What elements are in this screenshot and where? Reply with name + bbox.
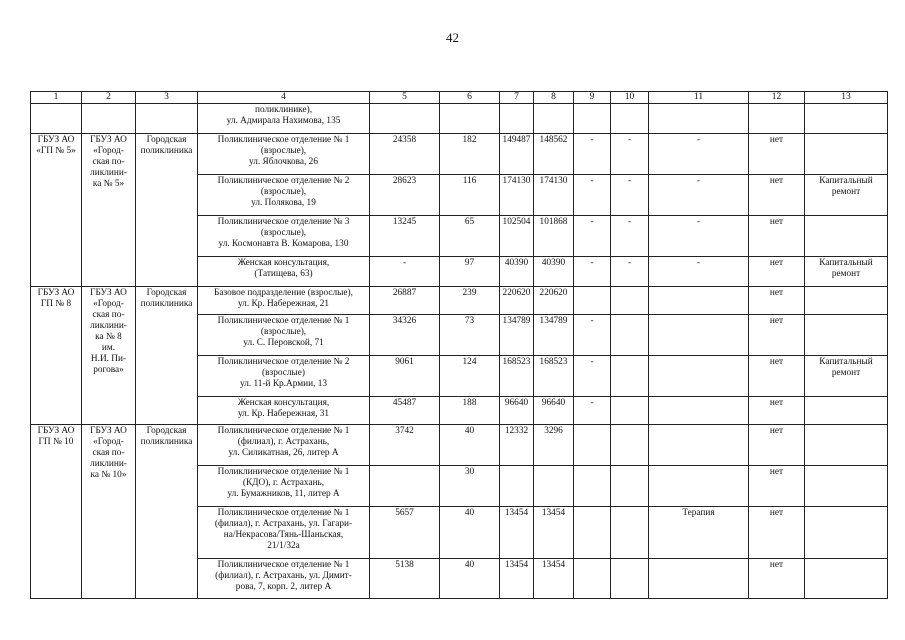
cell-8: 3296 — [534, 425, 574, 466]
cell-5: - — [370, 257, 440, 287]
cell-code-line: ГБУЗ АО — [37, 288, 75, 298]
cell-type — [136, 104, 198, 134]
cell-6: 239 — [440, 287, 500, 315]
cell-6 — [440, 104, 500, 134]
page-number: 42 — [446, 30, 459, 45]
address-line: 21/1/32а — [267, 541, 300, 551]
cell-12: нет — [749, 559, 805, 599]
cell-7: 134789 — [500, 315, 534, 356]
cell-11 — [649, 559, 749, 599]
cell-9 — [574, 466, 611, 507]
note-line: ремонт — [831, 187, 861, 197]
address-line: (взрослые) — [262, 368, 305, 378]
cell-7: 102504 — [500, 216, 534, 257]
cell-name-line: ГБУЗ АО — [90, 288, 127, 298]
cell-13 — [805, 134, 888, 175]
cell-13 — [805, 104, 888, 134]
cell-5: 28623 — [370, 175, 440, 216]
address-line: (взрослые), — [260, 187, 307, 197]
cell-name-line: ская по- — [92, 157, 125, 167]
cell-6: 30 — [440, 466, 500, 507]
cell-7 — [500, 466, 534, 507]
cell-6: 97 — [440, 257, 500, 287]
cell-type-line: поликлиника — [140, 299, 193, 309]
address-line: Поликлиническое отделение № 1 — [217, 316, 350, 326]
address-line: поликлинике), — [254, 105, 313, 115]
cell-11: Терапия — [649, 507, 749, 559]
cell-address — [198, 356, 370, 397]
cell-12: нет — [749, 425, 805, 466]
cell-9 — [574, 507, 611, 559]
address-line: Поликлиническое отделение № 1 — [217, 560, 350, 570]
column-number: 12 — [749, 92, 805, 104]
cell-13 — [805, 216, 888, 257]
cell-code-line: ГП № 10 — [38, 437, 74, 447]
cell-10 — [611, 287, 649, 315]
cell-name-line: ская по- — [92, 310, 125, 320]
address-line: ул. С. Перовской, 71 — [243, 338, 324, 348]
cell-11: - — [649, 175, 749, 216]
cell-name — [82, 134, 136, 287]
cell-10 — [611, 507, 649, 559]
cell-6: 40 — [440, 425, 500, 466]
cell-address — [198, 216, 370, 257]
cell-code-line: «ГП № 5» — [36, 146, 76, 156]
cell-10: - — [611, 257, 649, 287]
cell-address — [198, 257, 370, 287]
cell-12: нет — [749, 216, 805, 257]
cell-address — [198, 507, 370, 559]
address-line: (филиал), г. Астрахань, ул. Димит- — [215, 571, 352, 581]
cell-8: 220620 — [534, 287, 574, 315]
address-line: Поликлиническое отделение № 2 — [217, 176, 350, 186]
column-number: 13 — [805, 92, 888, 104]
address-line: ул. Полякова, 19 — [251, 198, 316, 208]
cell-10: - — [611, 134, 649, 175]
cell-10 — [611, 315, 649, 356]
cell-name-line: «Город- — [93, 146, 124, 156]
cell-7: 13454 — [500, 507, 534, 559]
cell-8: 134789 — [534, 315, 574, 356]
cell-name — [82, 425, 136, 599]
cell-9 — [574, 425, 611, 466]
cell-9 — [574, 559, 611, 599]
cell-11 — [649, 397, 749, 425]
cell-11 — [649, 466, 749, 507]
address-line: ул. Бумажников, 11, литер А — [227, 489, 340, 499]
cell-8: 40390 — [534, 257, 574, 287]
cell-name-line: ГБУЗ АО — [90, 426, 127, 436]
column-number: 6 — [440, 92, 500, 104]
cell-10 — [611, 559, 649, 599]
cell-12 — [749, 104, 805, 134]
cell-9: - — [574, 175, 611, 216]
cell-6: 65 — [440, 216, 500, 257]
cell-type-line: Городская — [146, 426, 187, 436]
cell-name-line: ГБУЗ АО — [90, 135, 127, 145]
cell-name-line: ликлини- — [90, 168, 127, 178]
cell-type — [136, 425, 198, 599]
cell-11 — [649, 356, 749, 397]
cell-address — [198, 175, 370, 216]
address-line: (Татищева, 63) — [254, 269, 313, 279]
cell-code — [31, 134, 82, 287]
cell-6: 182 — [440, 134, 500, 175]
cell-code-line: ГБУЗ АО — [37, 135, 75, 145]
address-line: (КДО), г. Астрахань, — [242, 478, 325, 488]
cell-code-line: ГБУЗ АО — [37, 426, 75, 436]
cell-5: 9061 — [370, 356, 440, 397]
cell-10 — [611, 104, 649, 134]
cell-9: - — [574, 356, 611, 397]
table-row — [31, 287, 888, 315]
cell-5: 13245 — [370, 216, 440, 257]
table-body — [31, 92, 888, 599]
cell-9: - — [574, 397, 611, 425]
cell-7: 13454 — [500, 559, 534, 599]
cell-5: 5138 — [370, 559, 440, 599]
cell-8 — [534, 466, 574, 507]
cell-name-line: ская по- — [92, 448, 125, 458]
cell-name — [82, 104, 136, 134]
cell-name-line: «Город- — [93, 437, 124, 447]
address-line: Женская консультация, — [237, 398, 330, 408]
cell-13 — [805, 315, 888, 356]
cell-5 — [370, 104, 440, 134]
cell-type-line: Городская — [146, 288, 187, 298]
cell-name-line: рогова» — [93, 365, 124, 375]
cell-11: - — [649, 257, 749, 287]
cell-11 — [649, 287, 749, 315]
cell-5: 5657 — [370, 507, 440, 559]
cell-12: нет — [749, 356, 805, 397]
cell-9: - — [574, 216, 611, 257]
address-line: Женская консультация, — [237, 258, 330, 268]
cell-6: 188 — [440, 397, 500, 425]
cell-10 — [611, 356, 649, 397]
cell-address — [198, 466, 370, 507]
address-line: Поликлиническое отделение № 3 — [217, 217, 350, 227]
cell-8: 96640 — [534, 397, 574, 425]
cell-type — [136, 287, 198, 425]
cell-12: нет — [749, 257, 805, 287]
address-line: Базовое подразделение (взрослые), — [214, 288, 353, 298]
cell-6: 40 — [440, 559, 500, 599]
cell-6: 116 — [440, 175, 500, 216]
address-line: рова, 7, корп. 2, литер А — [235, 582, 332, 592]
cell-12: нет — [749, 175, 805, 216]
cell-9: - — [574, 315, 611, 356]
cell-name-line: Н.И. Пи- — [90, 354, 127, 364]
cell-7: 40390 — [500, 257, 534, 287]
column-number: 9 — [574, 92, 611, 104]
cell-7: 12332 — [500, 425, 534, 466]
continuation-row — [31, 104, 888, 134]
cell-name-line: ка № 8 — [95, 332, 122, 342]
cell-type-line: Городская — [146, 135, 187, 145]
cell-11 — [649, 425, 749, 466]
column-number: 1 — [31, 92, 82, 104]
cell-name-line: «Город- — [93, 299, 124, 309]
cell-12: нет — [749, 287, 805, 315]
cell-8: 13454 — [534, 559, 574, 599]
facilities-table — [30, 91, 888, 599]
cell-address — [198, 134, 370, 175]
cell-address — [198, 315, 370, 356]
cell-5: 45487 — [370, 397, 440, 425]
cell-11: - — [649, 216, 749, 257]
cell-8 — [534, 104, 574, 134]
cell-address — [198, 287, 370, 315]
cell-name-line: ка № 10» — [90, 470, 127, 480]
address-line: ул. Кр. Набережная, 21 — [237, 299, 330, 309]
cell-type — [136, 134, 198, 287]
cell-5: 24358 — [370, 134, 440, 175]
cell-12: нет — [749, 507, 805, 559]
cell-8: 101868 — [534, 216, 574, 257]
address-line: (взрослые), — [260, 146, 307, 156]
cell-type-line: поликлиника — [140, 437, 193, 447]
table-row — [31, 425, 888, 466]
cell-5: 3742 — [370, 425, 440, 466]
cell-11 — [649, 104, 749, 134]
cell-name — [82, 287, 136, 425]
cell-7: 96640 — [500, 397, 534, 425]
column-number-row — [31, 92, 888, 104]
address-line: Поликлиническое отделение № 1 — [217, 508, 350, 518]
cell-8: 148562 — [534, 134, 574, 175]
cell-address — [198, 559, 370, 599]
cell-6: 124 — [440, 356, 500, 397]
table-row — [31, 134, 888, 175]
cell-name-line: ка № 5» — [92, 179, 125, 189]
address-line: Поликлиническое отделение № 1 — [217, 135, 350, 145]
cell-code — [31, 104, 82, 134]
cell-12: нет — [749, 134, 805, 175]
cell-7: 174130 — [500, 175, 534, 216]
address-line: на/Некрасова/Тянь-Шаньская, — [223, 530, 344, 540]
address-line: ул. 11-й Кр.Армии, 13 — [239, 379, 328, 389]
cell-5: 26887 — [370, 287, 440, 315]
cell-10 — [611, 397, 649, 425]
cell-13 — [805, 559, 888, 599]
cell-name-line: ликлини- — [90, 459, 127, 469]
cell-10 — [611, 425, 649, 466]
address-line: ул. Кр. Набережная, 31 — [237, 409, 330, 419]
cell-6: 73 — [440, 315, 500, 356]
address-line: (взрослые), — [260, 228, 307, 238]
note-line: Капитальный — [819, 176, 873, 186]
cell-8: 168523 — [534, 356, 574, 397]
column-number: 11 — [649, 92, 749, 104]
cell-9: - — [574, 134, 611, 175]
cell-10: - — [611, 175, 649, 216]
cell-type-line: поликлиника — [140, 146, 193, 156]
address-line: ул. Силикатная, 26, литер А — [228, 448, 339, 458]
column-number: 10 — [611, 92, 649, 104]
address-line: Поликлиническое отделение № 1 — [217, 426, 350, 436]
note-line: Капитальный — [819, 258, 873, 268]
cell-13 — [805, 287, 888, 315]
address-line: ул. Яблочкова, 26 — [249, 157, 318, 167]
cell-7: 168523 — [500, 356, 534, 397]
cell-8: 174130 — [534, 175, 574, 216]
column-number: 7 — [500, 92, 534, 104]
cell-13 — [805, 257, 888, 287]
address-line: ул. Адмирала Нахимова, 135 — [226, 116, 341, 126]
column-number: 5 — [370, 92, 440, 104]
cell-13 — [805, 466, 888, 507]
cell-7: 220620 — [500, 287, 534, 315]
address-line: Поликлиническое отделение № 1 — [217, 467, 350, 477]
note-line: ремонт — [831, 269, 861, 279]
note-line: Капитальный — [819, 357, 873, 367]
cell-9: - — [574, 257, 611, 287]
cell-12: нет — [749, 466, 805, 507]
column-number: 2 — [82, 92, 136, 104]
cell-address — [198, 104, 370, 134]
cell-6: 40 — [440, 507, 500, 559]
address-line: (взрослые), — [260, 327, 307, 337]
address-line: (филиал), г. Астрахань, ул. Гагари- — [214, 519, 353, 529]
cell-13 — [805, 397, 888, 425]
cell-12: нет — [749, 397, 805, 425]
cell-13 — [805, 175, 888, 216]
address-line: ул. Космонавта В. Комарова, 130 — [218, 239, 349, 249]
cell-10 — [611, 466, 649, 507]
cell-12: нет — [749, 315, 805, 356]
column-number: 3 — [136, 92, 198, 104]
cell-5 — [370, 466, 440, 507]
cell-9 — [574, 287, 611, 315]
cell-code-line: ГП № 8 — [40, 299, 72, 309]
cell-7 — [500, 104, 534, 134]
address-line: (филиал), г. Астрахань, — [237, 437, 330, 447]
cell-9 — [574, 104, 611, 134]
cell-13 — [805, 356, 888, 397]
cell-5: 34326 — [370, 315, 440, 356]
cell-address — [198, 397, 370, 425]
cell-code — [31, 287, 82, 425]
address-line: Поликлиническое отделение № 2 — [217, 357, 350, 367]
note-line: ремонт — [831, 368, 861, 378]
cell-code — [31, 425, 82, 599]
column-number: 4 — [198, 92, 370, 104]
cell-name-line: ликлини- — [90, 321, 127, 331]
column-number: 8 — [534, 92, 574, 104]
cell-8: 13454 — [534, 507, 574, 559]
cell-13 — [805, 425, 888, 466]
cell-name-line: им. — [101, 343, 116, 353]
cell-11: - — [649, 134, 749, 175]
cell-11 — [649, 315, 749, 356]
cell-7: 149487 — [500, 134, 534, 175]
cell-13 — [805, 507, 888, 559]
cell-address — [198, 425, 370, 466]
cell-10: - — [611, 216, 649, 257]
